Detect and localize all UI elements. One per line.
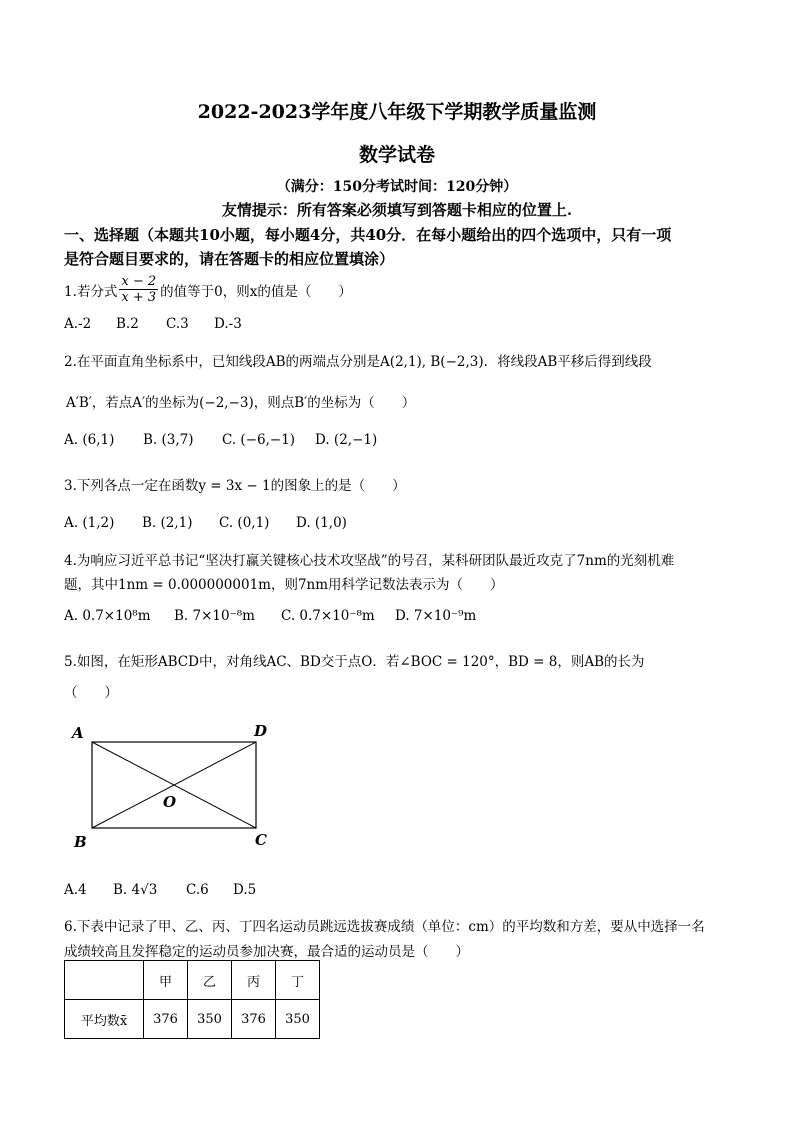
exam-title: 2022-2023学年度八年级下学期教学质量监测 bbox=[197, 101, 597, 123]
table-header-cell: 乙 bbox=[188, 961, 232, 1000]
scores-table bbox=[64, 960, 320, 1039]
exam-info: （满分：150分考试时间：120分钟） bbox=[276, 179, 518, 195]
q5-option-b[interactable]: B. 4√3 bbox=[113, 882, 158, 898]
table-header-cell: 丙 bbox=[232, 961, 276, 1000]
exam-subtitle: 数学试卷 bbox=[358, 144, 435, 166]
friendly-tip: 友情提示：所有答案必须填写到答题卡相应的位置上. bbox=[221, 201, 573, 219]
q1-option-a[interactable]: A.-2 bbox=[64, 316, 92, 332]
q4-option-c[interactable]: C. 0.7×10⁻⁸m bbox=[281, 608, 375, 624]
section-heading-line1: 一、选择题（本题共10小题，每小题4分，共40分．在每小题给出的四个选项中，只有一项 bbox=[64, 226, 672, 244]
q3-text: 3.下列各点一定在函数y = 3x − 1的图象上的是（ ） bbox=[64, 478, 406, 494]
q1-numerator: x − 2 bbox=[121, 274, 157, 289]
q1-option-b[interactable]: B.2 bbox=[116, 316, 139, 332]
q1-options bbox=[64, 316, 242, 332]
table-row bbox=[65, 1000, 320, 1039]
q3-option-c[interactable]: C. (0,1) bbox=[219, 515, 270, 531]
q6-line1: 6.下表中记录了甲、乙、丙、丁四名运动员跳远选拔赛成绩（单位：cm）的平均数和方差，要从中选择一名 bbox=[64, 919, 705, 935]
table-header-cell bbox=[65, 961, 144, 1000]
table-cell: 376 bbox=[144, 1000, 188, 1039]
question-1 bbox=[64, 274, 352, 305]
rectangle-figure bbox=[66, 718, 286, 858]
table-header-cell: 丁 bbox=[276, 961, 320, 1000]
table-cell: 平均数x̄ bbox=[65, 1000, 144, 1039]
q1-fraction bbox=[119, 274, 158, 305]
q2-options bbox=[64, 432, 377, 448]
label-a: A bbox=[72, 724, 84, 742]
q3-option-b[interactable]: B. (2,1) bbox=[142, 515, 193, 531]
q4-line1: 4.为响应习近平总书记“坚决打赢关键核心技术攻坚战”的号召，某科研团队最近攻克了7nm的光刻机难 bbox=[64, 553, 675, 569]
q1-prefix: 1.若分式 bbox=[64, 283, 118, 300]
q2-option-a[interactable]: A. (6,1) bbox=[64, 432, 115, 448]
q1-option-c[interactable]: C.3 bbox=[166, 316, 189, 332]
q6-line2: 成绩较高且发挥稳定的运动员参加决赛，最合适的运动员是（ ） bbox=[64, 944, 469, 960]
q5-options bbox=[64, 882, 256, 898]
label-c: C bbox=[255, 831, 267, 849]
q5-option-d[interactable]: D.5 bbox=[233, 882, 257, 898]
q5-line1: 5.如图，在矩形ABCD中，对角线AC、BD交于点O．若∠BOC = 120°，BD = 8，则AB的长为 bbox=[64, 654, 645, 670]
q1-denominator: x + 3 bbox=[121, 290, 157, 305]
q3-option-d[interactable]: D. (1,0) bbox=[296, 515, 347, 531]
q2-option-c[interactable]: C. (−6,−1) bbox=[222, 432, 296, 448]
label-b: B bbox=[74, 833, 87, 851]
table-header-cell: 甲 bbox=[144, 961, 188, 1000]
q2-option-b[interactable]: B. (3,7) bbox=[143, 432, 194, 448]
q1-suffix: 的值等于0，则x的值是（ ） bbox=[160, 283, 352, 300]
label-d: D bbox=[254, 722, 268, 740]
q1-option-d[interactable]: D.-3 bbox=[214, 316, 242, 332]
table-cell: 350 bbox=[188, 1000, 232, 1039]
q4-options bbox=[64, 608, 476, 624]
table-cell: 376 bbox=[232, 1000, 276, 1039]
q2-line1: 2.在平面直角坐标系中，已知线段AB的两端点分别是A(2,1), B(−2,3)．将线段AB平移后得到线段 bbox=[64, 354, 652, 370]
q3-options bbox=[64, 515, 347, 531]
q4-line2: 题，其中1nm = 0.000000001m，则7nm用科学记数法表示为（ ） bbox=[64, 577, 504, 593]
q4-option-b[interactable]: B. 7×10⁻⁸m bbox=[174, 608, 255, 624]
table-header-row bbox=[65, 961, 320, 1000]
q5-line2: （ ） bbox=[64, 685, 118, 701]
label-o: O bbox=[163, 793, 177, 811]
q2-line2: A′B′，若点A′的坐标为(−2,−3)，则点B′的坐标为（ ） bbox=[66, 395, 416, 411]
q4-option-a[interactable]: A. 0.7×10⁸m bbox=[64, 608, 151, 624]
q5-option-a[interactable]: A.4 bbox=[64, 882, 87, 898]
q3-option-a[interactable]: A. (1,2) bbox=[64, 515, 115, 531]
section-heading-line2: 是符合题目要求的，请在答题卡的相应位置填涂） bbox=[64, 250, 395, 268]
q4-option-d[interactable]: D. 7×10⁻⁹m bbox=[395, 608, 477, 624]
q5-option-c[interactable]: C.6 bbox=[186, 882, 209, 898]
q2-option-d[interactable]: D. (2,−1) bbox=[315, 432, 378, 448]
table-cell: 350 bbox=[276, 1000, 320, 1039]
